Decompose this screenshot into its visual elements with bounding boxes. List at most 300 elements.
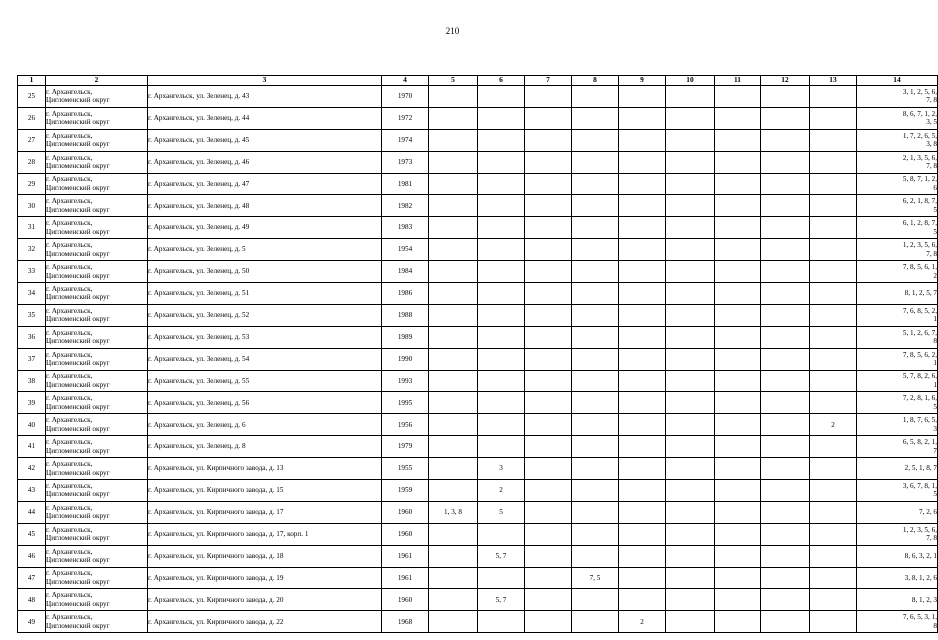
- cell-col-8: [572, 392, 619, 414]
- cell-col-4: 1972: [382, 107, 429, 129]
- cell-col-3: г. Архангельск, ул. Зеленец, д. 53: [148, 326, 382, 348]
- cell-col-4: 1982: [382, 195, 429, 217]
- cell-col-6: [478, 129, 525, 151]
- table-row: [18, 589, 938, 611]
- cell-col-10: [666, 414, 715, 436]
- cell-col-6: [478, 304, 525, 326]
- table-row: [18, 480, 938, 502]
- cell-col-9: [619, 283, 666, 305]
- cell-col-4: 1981: [382, 173, 429, 195]
- cell-col-11: [715, 589, 761, 611]
- cell-col-9: [619, 151, 666, 173]
- cell-col-2: г. Архангельск, Цигломенский округ: [46, 239, 148, 261]
- cell-col-10: [666, 173, 715, 195]
- cell-col-6: [478, 392, 525, 414]
- cell-col-3: г. Архангельск, ул. Зеленец, д. 55: [148, 370, 382, 392]
- cell-col-6: 5, 7: [478, 589, 525, 611]
- cell-col-11: [715, 173, 761, 195]
- table-row: [18, 129, 938, 151]
- cell-col-2: г. Архангельск, Цигломенский округ: [46, 480, 148, 502]
- cell-col-2: г. Архангельск, Цигломенский округ: [46, 283, 148, 305]
- cell-col-14: 8, 6, 3, 2, 1: [857, 545, 938, 567]
- cell-col-4: 1961: [382, 545, 429, 567]
- cell-col-3: г. Архангельск, ул. Кирпичного завода, д. 19: [148, 567, 382, 589]
- cell-col-2: г. Архангельск, Цигломенский округ: [46, 589, 148, 611]
- cell-col-3: г. Архангельск, ул. Зеленец, д. 6: [148, 414, 382, 436]
- cell-col-6: [478, 348, 525, 370]
- cell-col-13: [810, 151, 857, 173]
- cell-col-14: 6, 1, 2, 8, 7, 5: [857, 217, 938, 239]
- cell-col-10: [666, 129, 715, 151]
- cell-col-5: [429, 261, 478, 283]
- cell-col-5: 1, 3, 8: [429, 501, 478, 523]
- cell-col-3: г. Архангельск, ул. Зеленец, д. 52: [148, 304, 382, 326]
- cell-col-14: 1, 7, 2, 6, 5, 3, 8: [857, 129, 938, 151]
- cell-col-14: 7, 8, 5, 6, 1, 2: [857, 261, 938, 283]
- cell-col-1: 25: [18, 86, 46, 108]
- table-row: [18, 107, 938, 129]
- cell-col-8: [572, 239, 619, 261]
- cell-col-6: 2: [478, 480, 525, 502]
- cell-col-14: 6, 2, 1, 8, 7, 5: [857, 195, 938, 217]
- cell-col-7: [525, 129, 572, 151]
- cell-col-7: [525, 611, 572, 633]
- column-header-3: 3: [148, 76, 382, 86]
- cell-col-14: 8, 6, 7, 1, 2, 3, 5: [857, 107, 938, 129]
- cell-col-14: 2, 1, 3, 5, 6, 7, 8: [857, 151, 938, 173]
- cell-col-8: [572, 261, 619, 283]
- cell-col-3: г. Архангельск, ул. Зеленец, д. 43: [148, 86, 382, 108]
- cell-col-5: [429, 129, 478, 151]
- cell-col-9: [619, 107, 666, 129]
- cell-col-12: [761, 304, 810, 326]
- cell-col-1: 33: [18, 261, 46, 283]
- table-row: [18, 348, 938, 370]
- cell-col-3: г. Архангельск, ул. Кирпичного завода, д. 15: [148, 480, 382, 502]
- cell-col-3: г. Архангельск, ул. Зеленец, д. 5: [148, 239, 382, 261]
- cell-col-12: [761, 173, 810, 195]
- cell-col-12: [761, 589, 810, 611]
- table-row: [18, 261, 938, 283]
- cell-col-11: [715, 261, 761, 283]
- cell-col-3: г. Архангельск, ул. Кирпичного завода, д. 22: [148, 611, 382, 633]
- cell-col-7: [525, 589, 572, 611]
- cell-col-8: [572, 370, 619, 392]
- cell-col-14: 3, 1, 2, 5, 6, 7, 8: [857, 86, 938, 108]
- cell-col-7: [525, 195, 572, 217]
- cell-col-9: [619, 545, 666, 567]
- cell-col-2: г. Архангельск, Цигломенский округ: [46, 151, 148, 173]
- cell-col-12: [761, 261, 810, 283]
- cell-col-11: [715, 195, 761, 217]
- cell-col-14: 5, 7, 8, 2, 6, 1: [857, 370, 938, 392]
- cell-col-4: 1955: [382, 458, 429, 480]
- cell-col-12: [761, 523, 810, 545]
- cell-col-8: [572, 86, 619, 108]
- cell-col-8: [572, 304, 619, 326]
- cell-col-10: [666, 611, 715, 633]
- cell-col-5: [429, 611, 478, 633]
- cell-col-12: [761, 545, 810, 567]
- cell-col-9: [619, 436, 666, 458]
- column-header-11: 11: [715, 76, 761, 86]
- cell-col-10: [666, 107, 715, 129]
- cell-col-10: [666, 392, 715, 414]
- cell-col-9: [619, 392, 666, 414]
- cell-col-6: 5, 7: [478, 545, 525, 567]
- cell-col-2: г. Архангельск, Цигломенский округ: [46, 86, 148, 108]
- cell-col-12: [761, 370, 810, 392]
- cell-col-9: [619, 173, 666, 195]
- cell-col-1: 42: [18, 458, 46, 480]
- table-row: [18, 458, 938, 480]
- cell-col-2: г. Архангельск, Цигломенский округ: [46, 414, 148, 436]
- cell-col-14: 7, 2, 6: [857, 501, 938, 523]
- cell-col-5: [429, 458, 478, 480]
- column-header-4: 4: [382, 76, 429, 86]
- cell-col-13: [810, 239, 857, 261]
- column-header-6: 6: [478, 76, 525, 86]
- cell-col-5: [429, 107, 478, 129]
- cell-col-3: г. Архангельск, ул. Зеленец, д. 44: [148, 107, 382, 129]
- cell-col-9: [619, 480, 666, 502]
- cell-col-10: [666, 567, 715, 589]
- table-row: [18, 370, 938, 392]
- cell-col-10: [666, 458, 715, 480]
- cell-col-4: 1974: [382, 129, 429, 151]
- cell-col-2: г. Архангельск, Цигломенский округ: [46, 458, 148, 480]
- cell-col-7: [525, 567, 572, 589]
- cell-col-1: 46: [18, 545, 46, 567]
- cell-col-7: [525, 326, 572, 348]
- cell-col-14: 5, 8, 7, 1, 2, 6: [857, 173, 938, 195]
- cell-col-11: [715, 129, 761, 151]
- table-row: [18, 304, 938, 326]
- cell-col-11: [715, 370, 761, 392]
- cell-col-14: 1, 2, 3, 5, 6, 7, 8: [857, 239, 938, 261]
- cell-col-11: [715, 414, 761, 436]
- column-header-5: 5: [429, 76, 478, 86]
- cell-col-4: 1968: [382, 611, 429, 633]
- cell-col-4: 1989: [382, 326, 429, 348]
- cell-col-11: [715, 480, 761, 502]
- cell-col-7: [525, 239, 572, 261]
- cell-col-10: [666, 239, 715, 261]
- cell-col-10: [666, 326, 715, 348]
- table-row: [18, 151, 938, 173]
- cell-col-11: [715, 545, 761, 567]
- cell-col-2: г. Архангельск, Цигломенский округ: [46, 304, 148, 326]
- cell-col-11: [715, 523, 761, 545]
- cell-col-5: [429, 414, 478, 436]
- cell-col-12: [761, 436, 810, 458]
- cell-col-4: 1988: [382, 304, 429, 326]
- table-row: [18, 523, 938, 545]
- cell-col-7: [525, 436, 572, 458]
- cell-col-1: 47: [18, 567, 46, 589]
- cell-col-7: [525, 86, 572, 108]
- cell-col-12: [761, 458, 810, 480]
- table-row: [18, 392, 938, 414]
- cell-col-12: [761, 611, 810, 633]
- cell-col-13: [810, 436, 857, 458]
- cell-col-13: [810, 261, 857, 283]
- cell-col-8: [572, 480, 619, 502]
- cell-col-5: [429, 589, 478, 611]
- cell-col-2: г. Архангельск, Цигломенский округ: [46, 370, 148, 392]
- cell-col-6: [478, 151, 525, 173]
- cell-col-6: [478, 611, 525, 633]
- cell-col-12: [761, 348, 810, 370]
- cell-col-8: [572, 107, 619, 129]
- cell-col-5: [429, 370, 478, 392]
- cell-col-7: [525, 545, 572, 567]
- cell-col-8: [572, 151, 619, 173]
- cell-col-2: г. Архангельск, Цигломенский округ: [46, 501, 148, 523]
- cell-col-5: [429, 326, 478, 348]
- cell-col-1: 38: [18, 370, 46, 392]
- cell-col-13: [810, 545, 857, 567]
- table-row: [18, 173, 938, 195]
- cell-col-10: [666, 86, 715, 108]
- cell-col-6: 3: [478, 458, 525, 480]
- cell-col-3: г. Архангельск, ул. Зеленец, д. 54: [148, 348, 382, 370]
- cell-col-10: [666, 436, 715, 458]
- cell-col-13: [810, 283, 857, 305]
- cell-col-6: [478, 326, 525, 348]
- cell-col-5: [429, 217, 478, 239]
- cell-col-7: [525, 107, 572, 129]
- cell-col-6: [478, 239, 525, 261]
- column-header-2: 2: [46, 76, 148, 86]
- cell-col-1: 41: [18, 436, 46, 458]
- cell-col-7: [525, 348, 572, 370]
- cell-col-8: [572, 348, 619, 370]
- cell-col-12: [761, 217, 810, 239]
- cell-col-8: [572, 217, 619, 239]
- cell-col-5: [429, 86, 478, 108]
- cell-col-2: г. Архангельск, Цигломенский округ: [46, 173, 148, 195]
- cell-col-6: [478, 567, 525, 589]
- cell-col-11: [715, 304, 761, 326]
- cell-col-14: 5, 1, 2, 6, 7, 8: [857, 326, 938, 348]
- cell-col-4: 1983: [382, 217, 429, 239]
- cell-col-11: [715, 501, 761, 523]
- cell-col-13: [810, 86, 857, 108]
- column-header-13: 13: [810, 76, 857, 86]
- cell-col-2: г. Архангельск, Цигломенский округ: [46, 392, 148, 414]
- cell-col-2: г. Архангельск, Цигломенский округ: [46, 326, 148, 348]
- cell-col-9: [619, 523, 666, 545]
- column-header-14: 14: [857, 76, 938, 86]
- column-header-7: 7: [525, 76, 572, 86]
- cell-col-13: [810, 501, 857, 523]
- cell-col-8: [572, 523, 619, 545]
- cell-col-4: 1984: [382, 261, 429, 283]
- cell-col-5: [429, 173, 478, 195]
- cell-col-5: [429, 392, 478, 414]
- cell-col-12: [761, 151, 810, 173]
- table-row: [18, 195, 938, 217]
- cell-col-1: 36: [18, 326, 46, 348]
- cell-col-14: 1, 2, 3, 5, 6, 7, 8: [857, 523, 938, 545]
- cell-col-4: 1960: [382, 523, 429, 545]
- cell-col-14: 1, 8, 7, 6, 5, 3: [857, 414, 938, 436]
- cell-col-4: 1960: [382, 501, 429, 523]
- cell-col-5: [429, 480, 478, 502]
- cell-col-3: г. Архангельск, ул. Зеленец, д. 46: [148, 151, 382, 173]
- cell-col-5: [429, 151, 478, 173]
- cell-col-11: [715, 283, 761, 305]
- column-header-9: 9: [619, 76, 666, 86]
- cell-col-4: 1973: [382, 151, 429, 173]
- cell-col-10: [666, 523, 715, 545]
- cell-col-3: г. Архангельск, ул. Кирпичного завода, д. 17, корп. 1: [148, 523, 382, 545]
- cell-col-9: [619, 129, 666, 151]
- cell-col-6: [478, 217, 525, 239]
- cell-col-2: г. Архангельск, Цигломенский округ: [46, 348, 148, 370]
- cell-col-8: [572, 458, 619, 480]
- cell-col-8: [572, 326, 619, 348]
- cell-col-2: г. Архангельск, Цигломенский округ: [46, 611, 148, 633]
- cell-col-4: 1995: [382, 392, 429, 414]
- cell-col-4: 1990: [382, 348, 429, 370]
- cell-col-13: [810, 567, 857, 589]
- cell-col-9: [619, 326, 666, 348]
- cell-col-3: г. Архангельск, ул. Кирпичного завода, д. 20: [148, 589, 382, 611]
- cell-col-10: [666, 217, 715, 239]
- cell-col-1: 49: [18, 611, 46, 633]
- cell-col-12: [761, 129, 810, 151]
- cell-col-8: [572, 436, 619, 458]
- cell-col-9: 2: [619, 611, 666, 633]
- cell-col-7: [525, 173, 572, 195]
- cell-col-12: [761, 195, 810, 217]
- cell-col-9: [619, 195, 666, 217]
- cell-col-3: г. Архангельск, ул. Зеленец, д. 49: [148, 217, 382, 239]
- cell-col-8: [572, 611, 619, 633]
- cell-col-11: [715, 217, 761, 239]
- cell-col-14: 7, 8, 5, 6, 2, 1: [857, 348, 938, 370]
- table-row: [18, 239, 938, 261]
- cell-col-13: [810, 589, 857, 611]
- cell-col-7: [525, 414, 572, 436]
- cell-col-4: 1959: [382, 480, 429, 502]
- cell-col-13: [810, 458, 857, 480]
- cell-col-12: [761, 414, 810, 436]
- cell-col-6: [478, 414, 525, 436]
- table-row: [18, 501, 938, 523]
- cell-col-14: 8, 1, 2, 5, 7: [857, 283, 938, 305]
- cell-col-1: 29: [18, 173, 46, 195]
- cell-col-11: [715, 436, 761, 458]
- cell-col-7: [525, 480, 572, 502]
- cell-col-9: [619, 458, 666, 480]
- cell-col-7: [525, 261, 572, 283]
- cell-col-5: [429, 195, 478, 217]
- cell-col-13: [810, 173, 857, 195]
- cell-col-11: [715, 326, 761, 348]
- cell-col-10: [666, 261, 715, 283]
- cell-col-11: [715, 458, 761, 480]
- cell-col-5: [429, 545, 478, 567]
- table-row: [18, 217, 938, 239]
- cell-col-11: [715, 107, 761, 129]
- table-row: [18, 86, 938, 108]
- cell-col-7: [525, 304, 572, 326]
- cell-col-3: г. Архангельск, ул. Зеленец, д. 50: [148, 261, 382, 283]
- cell-col-12: [761, 392, 810, 414]
- table-row: [18, 436, 938, 458]
- cell-col-5: [429, 348, 478, 370]
- cell-col-9: [619, 261, 666, 283]
- cell-col-3: г. Архангельск, ул. Кирпичного завода, д. 17: [148, 501, 382, 523]
- cell-col-1: 32: [18, 239, 46, 261]
- table-row: [18, 545, 938, 567]
- cell-col-3: г. Архангельск, ул. Кирпичного завода, д. 18: [148, 545, 382, 567]
- table-row: [18, 283, 938, 305]
- cell-col-7: [525, 151, 572, 173]
- cell-col-9: [619, 86, 666, 108]
- cell-col-1: 39: [18, 392, 46, 414]
- cell-col-2: г. Архангельск, Цигломенский округ: [46, 107, 148, 129]
- cell-col-1: 45: [18, 523, 46, 545]
- cell-col-2: г. Архангельск, Цигломенский округ: [46, 567, 148, 589]
- cell-col-14: 7, 2, 8, 1, 6, 5: [857, 392, 938, 414]
- cell-col-9: [619, 348, 666, 370]
- cell-col-4: 1956: [382, 414, 429, 436]
- cell-col-13: [810, 392, 857, 414]
- column-header-12: 12: [761, 76, 810, 86]
- cell-col-14: 6, 5, 8, 2, 1, 7: [857, 436, 938, 458]
- table-row: [18, 611, 938, 633]
- cell-col-6: [478, 107, 525, 129]
- cell-col-14: 2, 5, 1, 8, 7: [857, 458, 938, 480]
- column-header-10: 10: [666, 76, 715, 86]
- cell-col-12: [761, 239, 810, 261]
- cell-col-8: [572, 501, 619, 523]
- cell-col-12: [761, 480, 810, 502]
- cell-col-2: г. Архангельск, Цигломенский округ: [46, 195, 148, 217]
- cell-col-14: 8, 1, 2, 3: [857, 589, 938, 611]
- cell-col-8: [572, 129, 619, 151]
- cell-col-3: г. Архангельск, ул. Зеленец, д. 51: [148, 283, 382, 305]
- cell-col-6: 5: [478, 501, 525, 523]
- cell-col-5: [429, 239, 478, 261]
- cell-col-9: [619, 239, 666, 261]
- cell-col-3: г. Архангельск, ул. Зеленец, д. 48: [148, 195, 382, 217]
- cell-col-11: [715, 567, 761, 589]
- cell-col-13: [810, 480, 857, 502]
- cell-col-2: г. Архангельск, Цигломенский округ: [46, 523, 148, 545]
- cell-col-1: 40: [18, 414, 46, 436]
- cell-col-14: 7, 6, 5, 3, 1, 8: [857, 611, 938, 633]
- cell-col-11: [715, 239, 761, 261]
- cell-col-6: [478, 283, 525, 305]
- cell-col-8: [572, 414, 619, 436]
- cell-col-13: [810, 611, 857, 633]
- table-row: [18, 414, 938, 436]
- cell-col-7: [525, 392, 572, 414]
- cell-col-10: [666, 545, 715, 567]
- cell-col-5: [429, 283, 478, 305]
- cell-col-5: [429, 567, 478, 589]
- cell-col-1: 27: [18, 129, 46, 151]
- cell-col-12: [761, 283, 810, 305]
- cell-col-12: [761, 567, 810, 589]
- housing-registry-table: [17, 75, 938, 633]
- cell-col-7: [525, 217, 572, 239]
